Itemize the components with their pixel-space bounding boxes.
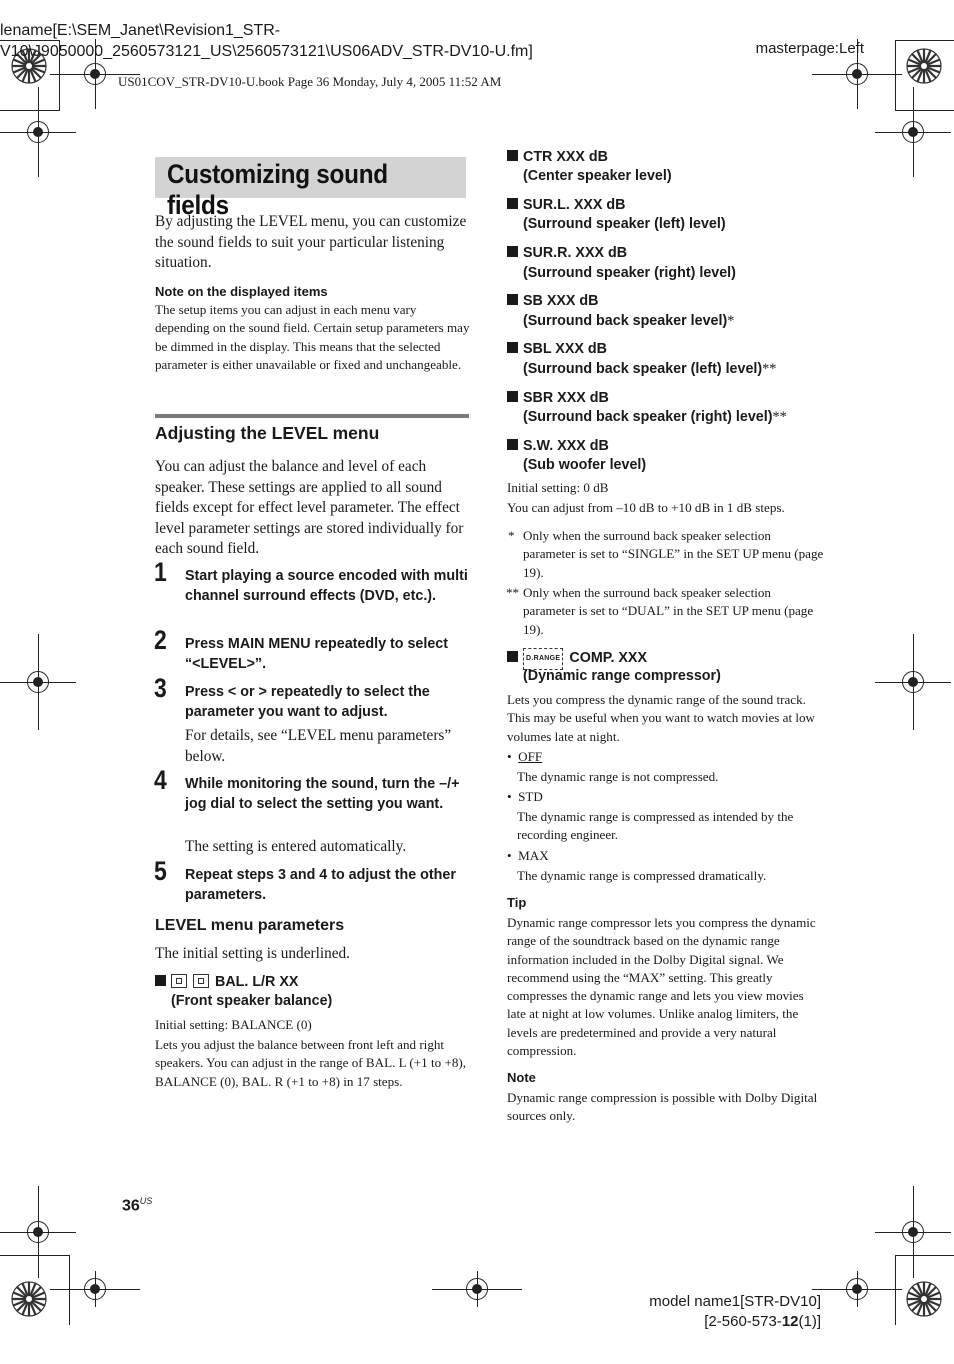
file-path-header <box>0 20 533 62</box>
param-title: CTR XXX dB <box>523 149 608 165</box>
file-path-line-1: lename[E:\SEM_Janet\Revision1_STR- <box>0 22 281 39</box>
bullet-square-icon <box>507 294 518 305</box>
option-label: STD <box>518 789 543 804</box>
bullet-square-icon <box>155 975 166 986</box>
param-subtitle: (Surround back speaker level)* <box>523 313 735 329</box>
level-initial: Initial setting: 0 dB <box>507 480 609 495</box>
note-text: The setup items you can adjust in each menu vary depending on the sound field. Certain setup parameters may be dimmed in the display. This means that the selected parameter is either unavailable or fixed and unchangeable. <box>155 302 470 372</box>
model-line-1: model name1[STR-DV10] <box>649 1293 821 1310</box>
step-subtext: The setting is entered automatically. <box>185 838 407 855</box>
footnote: Only when the surround back speaker selection parameter is set to “DUAL” in the SET UP menu (page 19). <box>523 585 814 637</box>
speaker-icon <box>171 974 187 988</box>
param-bal <box>155 973 298 993</box>
speaker-icon <box>193 974 209 988</box>
note-heading: Note on the displayed items <box>155 284 328 299</box>
option-desc: The dynamic range is not compressed. <box>517 769 719 784</box>
bullet-square-icon <box>507 150 518 161</box>
param-subtitle: (Surround back speaker (left) level)** <box>523 361 777 377</box>
bullet-square-icon <box>507 651 518 662</box>
file-path-line-2: V10\J9050000_2560573121_US\2560573121\US06ADV_STR-DV10-U.fm] <box>0 43 533 60</box>
option-item: • STD <box>507 789 543 804</box>
page-title-box <box>155 157 466 220</box>
starburst-target-icon <box>10 1280 48 1318</box>
step-text: Start playing a source encoded with multi channel surround effects (DVD, etc.). <box>185 568 468 604</box>
intro-paragraph: By adjusting the LEVEL menu, you can customize the sound fields to suit your particular listening situation. <box>155 213 467 271</box>
note-heading: Note <box>507 1070 536 1085</box>
param-description: Lets you adjust the balance between front left and right speakers. You can adjust in the range of BAL. L (+1 to +8), BALANCE (0), BAL. R (+1 to +8) in 17 steps. <box>155 1037 467 1089</box>
note-text: Dynamic range compression is possible with Dolby Digital sources only. <box>507 1090 818 1124</box>
starburst-target-icon <box>905 47 943 85</box>
step-number: 5 <box>154 856 167 886</box>
param-subtitle: (Surround back speaker (right) level)** <box>523 409 787 425</box>
param-surl <box>507 196 625 216</box>
model-info <box>649 1292 821 1332</box>
step-number: 2 <box>154 625 167 655</box>
starburst-target-icon <box>905 1280 943 1318</box>
params-heading: LEVEL menu parameters <box>155 917 345 934</box>
param-title: SUR.R. XXX dB <box>523 245 628 261</box>
page-number: $36^{US}$ <box>122 1196 153 1215</box>
param-title: BAL. L/R XX <box>215 974 299 990</box>
param-title: SBR XXX dB <box>523 390 609 406</box>
step-number: 3 <box>154 673 167 703</box>
params-intro: The initial setting is underlined. <box>155 945 350 962</box>
param-title: SB XXX dB <box>523 293 599 309</box>
option-item: • MAX <box>507 848 549 863</box>
param-initial: Initial setting: BALANCE (0) <box>155 1017 312 1032</box>
param-sbr <box>507 389 609 409</box>
step-text: Repeat steps 3 and 4 to adjust the other parameters. <box>185 867 456 903</box>
option-desc: The dynamic range is compressed dramatically. <box>517 868 767 883</box>
tip-text: Dynamic range compressor lets you compress the dynamic range of the soundtrack based on the dynamic range information included in the Dolby Digital signal. We recommend using the “MAX” setting. This greatly compresses the dynamic range and lets you view movies late at night at low volumes. Unlike analog limiters, the levels are predetermined and provide a very natural compression. <box>507 915 816 1059</box>
param-sw <box>507 437 609 457</box>
model-line-2: [2-560-573-12(1)] <box>704 1313 821 1330</box>
param-subtitle: (Surround speaker (left) level) <box>523 216 726 232</box>
step-text: Press MAIN MENU repeatedly to select “<LEVEL>”. <box>185 636 448 672</box>
bullet-square-icon <box>507 439 518 450</box>
param-subtitle: (Front speaker balance) <box>171 993 333 1009</box>
param-title: S.W. XXX dB <box>523 438 609 454</box>
comp-description: Lets you compress the dynamic range of the sound track. This may be useful when you want to watch movies at low volumes late at night. <box>507 692 816 744</box>
section-text: You can adjust the balance and level of each speaker. These settings are applied to all sound fields except for effect level parameter. The effect level parameter settings are stored individually for each sound field. <box>155 458 464 557</box>
section-rule <box>155 414 469 418</box>
param-ctr <box>507 148 608 168</box>
page-title: Customizing sound fields <box>167 159 388 220</box>
book-info: US01COV_STR-DV10-U.book Page 36 Monday, July 4, 2005 11:52 AM <box>118 74 502 89</box>
param-subtitle: (Sub woofer level) <box>523 457 647 473</box>
param-title: SUR.L. XXX dB <box>523 197 626 213</box>
drange-icon: D.RANGE <box>523 648 563 670</box>
level-range: You can adjust from –10 dB to +10 dB in 1 dB steps. <box>507 500 785 515</box>
step-text: While monitoring the sound, turn the –/+ jog dial to select the setting you want. <box>185 776 460 812</box>
option-item: • OFF <box>507 749 543 764</box>
param-subtitle: (Dynamic range compressor) <box>523 668 721 684</box>
step-number: 4 <box>154 765 167 795</box>
option-label: MAX <box>518 848 549 863</box>
param-sbl <box>507 340 607 360</box>
bullet-square-icon <box>507 391 518 402</box>
bullet-square-icon <box>507 342 518 353</box>
param-surr <box>507 244 627 264</box>
tip-heading: Tip <box>507 895 527 910</box>
bullet-square-icon <box>507 246 518 257</box>
section-heading: Adjusting the LEVEL menu <box>155 423 380 443</box>
footnote-mark: * <box>508 528 515 543</box>
step-text: Press < or > repeatedly to select the parameter you want to adjust. <box>185 684 430 720</box>
param-subtitle: (Center speaker level) <box>523 168 672 184</box>
param-subtitle: (Surround speaker (right) level) <box>523 265 736 281</box>
bullet-square-icon <box>507 198 518 209</box>
option-label: OFF <box>518 749 543 764</box>
param-title: COMP. XXX <box>569 650 647 666</box>
option-desc: The dynamic range is compressed as intended by the recording engineer. <box>517 809 794 843</box>
step-subtext: For details, see “LEVEL menu parameters” below. <box>185 727 452 765</box>
step-number: 1 <box>154 557 167 587</box>
footnote: Only when the surround back speaker selection parameter is set to “SINGLE” in the SET UP menu (page 19). <box>523 528 824 580</box>
footnote-mark: ** <box>506 585 520 600</box>
param-title: SBL XXX dB <box>523 341 607 357</box>
param-sb <box>507 292 598 312</box>
masterpage-label: masterpage:Left <box>755 40 864 57</box>
